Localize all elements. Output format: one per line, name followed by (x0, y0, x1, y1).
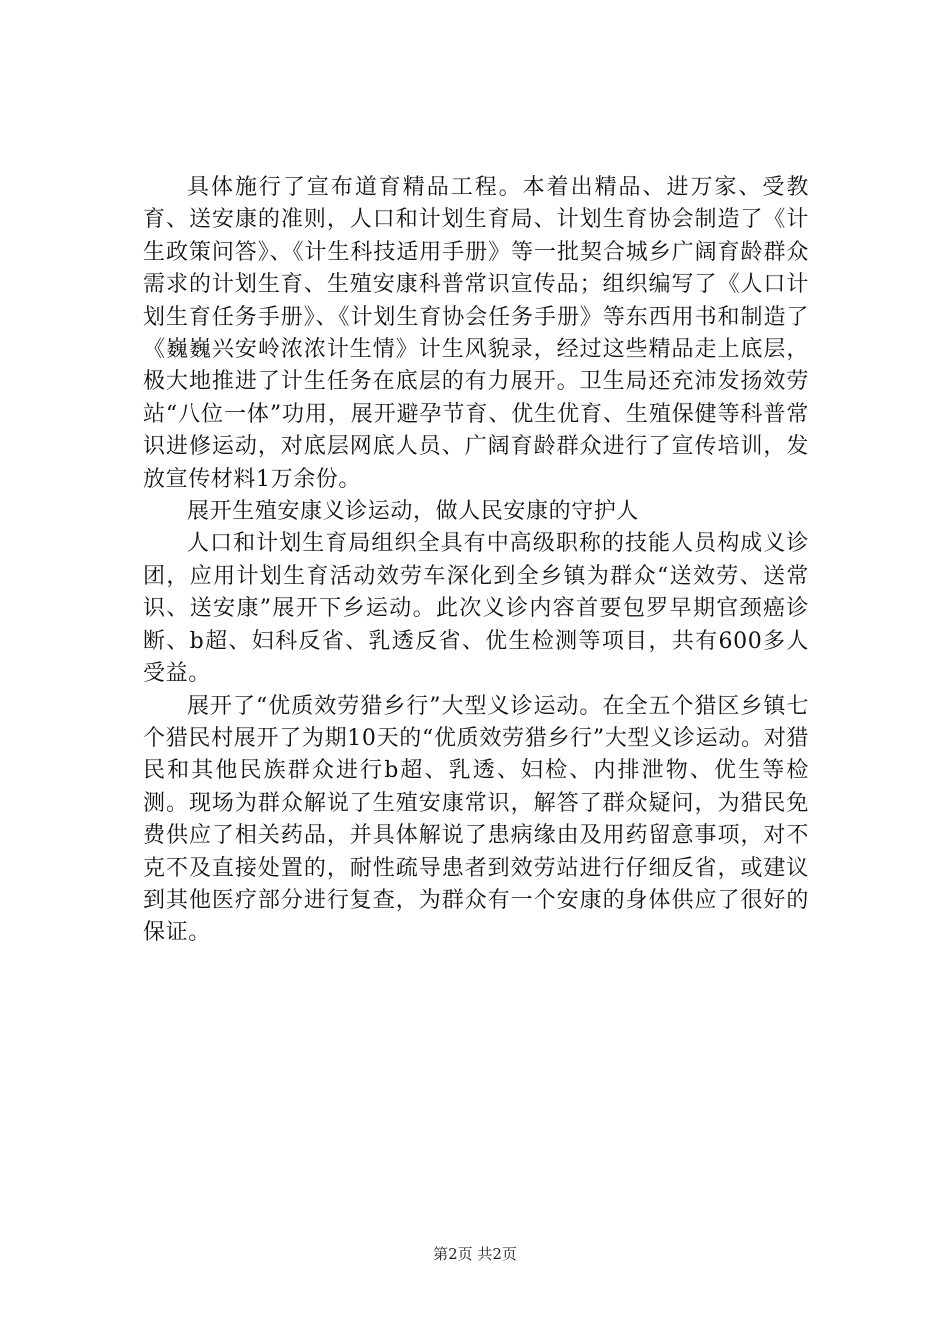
paragraph-heading-clinic: 展开生殖安康义诊运动，做人民安康的守护人 (187, 499, 640, 525)
paragraph-clinic-team: 人口和计划生育局组织全具有中高级职称的技能人员构成义诊团，应用计划生育活动效劳车深化到全乡镇为群众“送效劳、送常识、送安康”展开下乡运动。此次义诊内容首要包罗早期官颈癌诊断、b超、妇科反省、乳透反省、优生检测等项目，共有600多人受益。 (143, 531, 809, 687)
paragraph-hunter-villages: 展开了“优质效劳猎乡行”大型义诊运动。在全五个猎区乡镇七个猎民村展开了为期10天的“优质效劳猎乡行”大型义诊运动。对猎民和其他民族群众进行b超、乳透、妇检、内排泄物、优生等检测。现场为群众解说了生殖安康常识，解答了群众疑问，为猎民免费供应了相关药品，并具体解说了患病缘由及用药留意事项，对不克不及直接处置的，耐性疏导患者到效劳站进行仔细反省，或建议到其他医疗部分进行复查，为群众有一个安康的身体供应了很好的保证。 (143, 693, 809, 946)
paragraph-publicity-products: 具体施行了宣布道育精品工程。本着出精品、进万家、受教育、送安康的准则，人口和计划生育局、计划生育协会制造了《计生政策问答》、《计生科技适用手册》等一批契合城乡广阔育龄群众需求的计划生育、生殖安康科普常识宣传品；组织编写了《人口计划生育任务手册》、《计划生育协会任务手册》等东西用书和制造了《巍巍兴安岭浓浓计生情》计生风貌录，经过这些精品走上底层，极大地推进了计生任务在底层的有力展开。卫生局还充沛发扬效劳站“八位一体”功用，展开避孕节育、优生优育、生殖保健等科普常识进修运动，对底层网底人员、广阔育龄群众进行了宣传培训，发放宣传材料1万余份。 (143, 175, 809, 492)
page-footer (0, 1244, 950, 1264)
page-total: 共2页 (477, 1245, 517, 1263)
page-number: 第2页 (433, 1245, 473, 1263)
document-body (143, 172, 809, 950)
